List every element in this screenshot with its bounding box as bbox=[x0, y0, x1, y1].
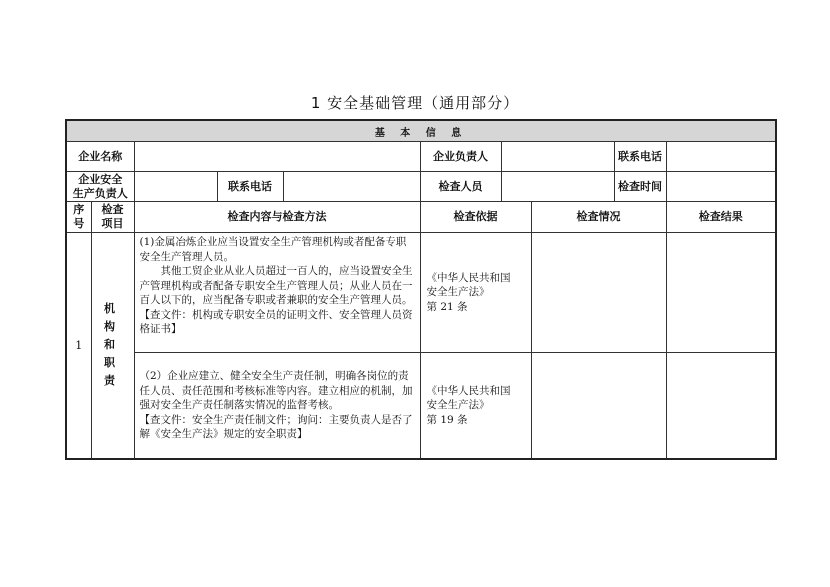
check-content-1-p2: 其他工贸企业从业人员超过一百人的，应当设置安全生产管理机构或者配备专职安全生产管理人员；从业人员在一百人以下的，应当配备专职或者兼职的安全生产管理人员。 bbox=[139, 265, 413, 306]
basic-info-header: 基 本 信 息 bbox=[66, 120, 776, 142]
contact-phone-field[interactable] bbox=[666, 142, 776, 172]
company-head-field[interactable] bbox=[501, 142, 614, 172]
check-basis-1-line3: 第 21 条 bbox=[426, 300, 468, 313]
page-title: 1 安全基础管理（通用部分） bbox=[310, 94, 520, 112]
check-basis-2-line3: 第 19 条 bbox=[426, 413, 468, 426]
col-seq-line2: 号 bbox=[73, 217, 85, 230]
check-basis-1-line1: 《中华人民共和国 bbox=[426, 271, 511, 284]
inspection-time-field[interactable] bbox=[666, 172, 776, 202]
col-seq-line1: 序 bbox=[73, 203, 85, 216]
col-item-line1: 检查 bbox=[101, 203, 124, 216]
check-basis-2 bbox=[420, 353, 531, 459]
check-content-2-p1: （2）企业应建立、健全安全生产责任制，明确各岗位的责任人员、责任范围和考核标准等内容。建立相应的机制，加强对安全生产责任制落实情况的监督考核。 bbox=[139, 370, 413, 411]
col-result-header: 检查结果 bbox=[666, 202, 776, 233]
company-name-label: 企业名称 bbox=[66, 142, 134, 172]
check-status-1[interactable] bbox=[531, 233, 666, 353]
check-basis-1-line2: 安全生产法》 bbox=[426, 286, 490, 299]
safety-head-field[interactable] bbox=[134, 172, 217, 202]
row-item-line1: 机 构 bbox=[104, 302, 121, 334]
check-content-1 bbox=[134, 233, 420, 353]
check-basis-1 bbox=[420, 233, 531, 353]
contact-phone-label-2: 联系电话 bbox=[217, 172, 283, 202]
col-basis-header: 检查依据 bbox=[420, 202, 531, 233]
check-result-1[interactable] bbox=[666, 233, 776, 353]
check-content-1-p3: 【查文件：机构或专职安全员的证明文件、安全管理人员资格证书】 bbox=[139, 308, 413, 335]
col-item-header bbox=[91, 202, 134, 233]
inspection-table bbox=[65, 119, 777, 460]
check-basis-2-line2: 安全生产法》 bbox=[426, 399, 490, 411]
safety-head-label bbox=[66, 172, 134, 202]
check-content-1-p1: (1)金属冶炼企业应当设置安全生产管理机构或者配备专职安全生产管理人员。 bbox=[139, 236, 407, 263]
check-basis-2-line1: 《中华人民共和国 bbox=[426, 384, 511, 397]
col-item-line2: 项目 bbox=[101, 217, 124, 230]
safety-head-label-line1: 企业安全 bbox=[78, 172, 123, 186]
inspection-time-label: 检查时间 bbox=[614, 172, 666, 202]
check-status-2[interactable] bbox=[531, 353, 666, 459]
check-result-2[interactable] bbox=[666, 353, 776, 459]
contact-phone-field-2[interactable] bbox=[283, 172, 420, 202]
row-item-line3: 责 bbox=[104, 374, 121, 388]
safety-head-label-line2: 生产负责人 bbox=[72, 186, 128, 200]
row-item bbox=[91, 233, 134, 459]
inspector-label: 检查人员 bbox=[420, 172, 501, 202]
inspector-field[interactable] bbox=[501, 172, 614, 202]
col-content-header: 检查内容与检查方法 bbox=[134, 202, 420, 233]
col-seq-header bbox=[66, 202, 91, 233]
contact-phone-label: 联系电话 bbox=[614, 142, 666, 172]
check-content-2 bbox=[134, 353, 420, 459]
company-name-field[interactable] bbox=[134, 142, 420, 172]
col-status-header: 检查情况 bbox=[531, 202, 666, 233]
row-seq: 1 bbox=[66, 233, 91, 459]
check-content-2-p2: 【查文件：安全生产责任制文件；询问：主要负责人是否了解《安全生产法》规定的安全职责】 bbox=[139, 413, 413, 440]
row-item-line2: 和 职 bbox=[104, 338, 121, 370]
company-head-label: 企业负责人 bbox=[420, 142, 501, 172]
